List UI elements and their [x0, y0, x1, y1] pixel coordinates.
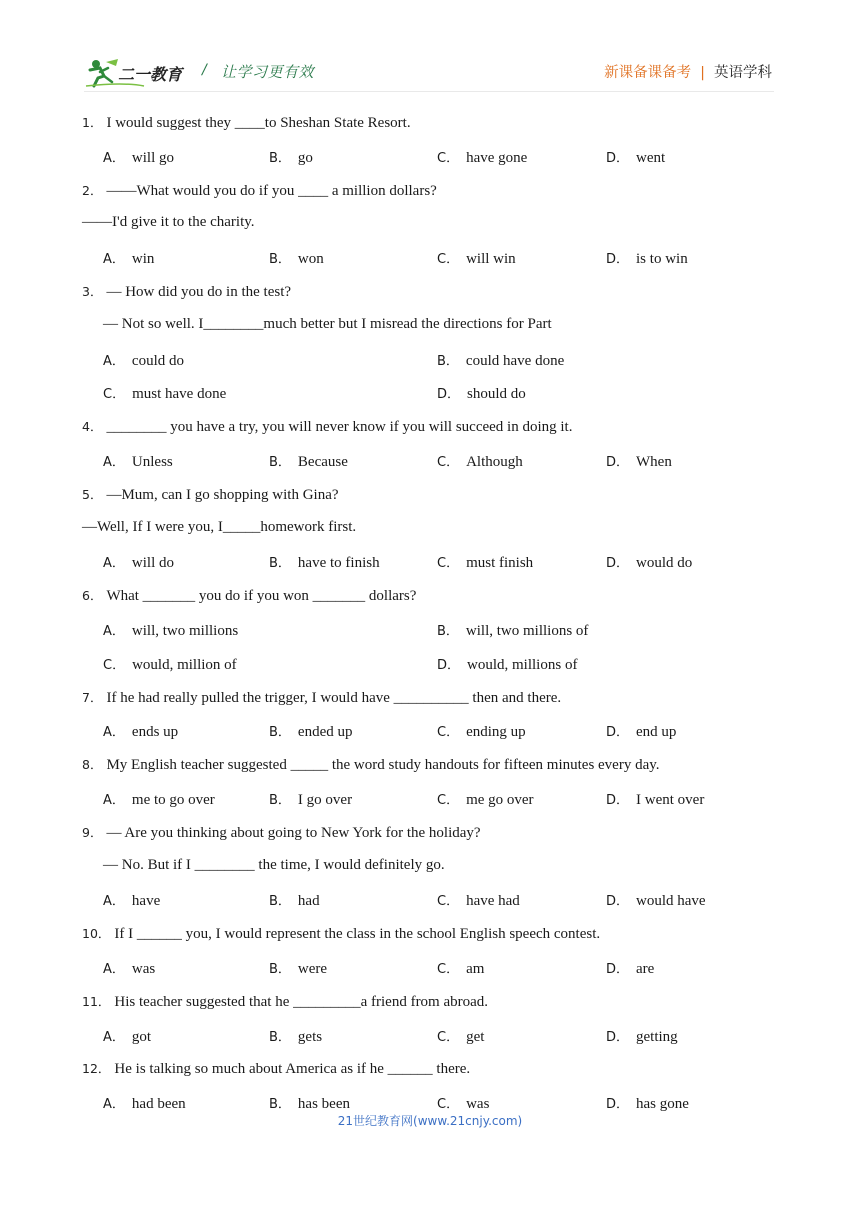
option-d — [606, 1093, 689, 1113]
option-letter: B． — [269, 556, 291, 572]
header-tagline: 新课备课备考 — [604, 65, 692, 81]
option-text: ending up — [466, 724, 526, 741]
slogan-divider: / — [202, 62, 207, 78]
option-b — [269, 890, 320, 910]
option-letter: A． — [103, 962, 125, 977]
question-stem — [82, 181, 437, 200]
option-letter: C． — [437, 793, 460, 808]
question-text: — Not so well. I________much better but I misread the directions for Part — [103, 315, 552, 332]
option-c — [437, 552, 533, 572]
question-text: ——What would you do if you ____ a million dollars? — [106, 182, 437, 199]
option-text: was — [466, 1096, 490, 1113]
option-letter: A． — [103, 624, 125, 639]
question-text: My English teacher suggested _____ the word study handouts for fifteen minutes every day. — [106, 757, 660, 774]
option-text: getting — [636, 1028, 678, 1045]
option-d — [606, 147, 665, 167]
option-d — [437, 383, 526, 403]
option-text: were — [297, 961, 328, 977]
question-text: — How did you do in the test? — [106, 284, 292, 300]
option-text: end up — [636, 724, 677, 741]
question-number: 4． — [82, 419, 103, 435]
option-letter: C． — [437, 1029, 460, 1045]
option-b — [269, 552, 380, 572]
option-text: has gone — [636, 1096, 689, 1113]
question-stem-line — [82, 519, 356, 536]
question-text: —Mum, can I go shopping with Gina? — [106, 486, 339, 503]
option-text: have had — [466, 893, 520, 910]
option-letter: A． — [103, 252, 125, 268]
option-b — [269, 147, 313, 167]
option-letter: C． — [437, 1097, 460, 1113]
option-letter: B． — [269, 962, 291, 977]
option-c — [437, 248, 516, 268]
question-number: 12． — [82, 1061, 111, 1077]
option-letter: B． — [269, 894, 291, 910]
option-b — [269, 721, 353, 741]
question-text: —Well, If I were you, I_____homework first. — [82, 518, 357, 535]
option-text: gets — [297, 1028, 323, 1045]
option-c — [437, 789, 534, 809]
option-text: went — [636, 149, 666, 166]
question-stem — [82, 282, 291, 301]
option-c — [437, 958, 484, 978]
header-separator: | — [700, 65, 705, 81]
option-letter: B． — [437, 353, 459, 369]
option-text: have — [131, 893, 161, 910]
option-letter: B． — [437, 624, 459, 639]
option-text: is to win — [636, 251, 688, 268]
header-subject-label: 英语学科 — [714, 65, 772, 81]
option-letter: C． — [437, 556, 460, 572]
option-a — [103, 721, 178, 741]
option-b — [269, 1026, 322, 1046]
option-text: would, million of — [132, 656, 237, 673]
logo-text: 二一教育 — [118, 65, 183, 84]
option-c — [437, 721, 526, 741]
question-stem-line — [103, 316, 552, 333]
option-text: got — [131, 1028, 152, 1045]
option-letter: D． — [606, 150, 630, 166]
option-d — [606, 552, 692, 572]
option-letter: D． — [606, 252, 630, 268]
question-stem — [82, 113, 411, 132]
option-d — [606, 451, 672, 471]
option-text: will, two millions — [131, 623, 239, 639]
option-a — [103, 350, 184, 370]
option-d — [606, 958, 654, 978]
option-text: must have done — [132, 386, 227, 403]
option-letter: D． — [606, 455, 630, 470]
option-text: am — [466, 961, 485, 977]
question-stem — [82, 688, 561, 707]
question-stem — [82, 823, 481, 842]
option-a — [103, 1093, 186, 1113]
option-letter: B． — [269, 252, 291, 268]
option-text: ended up — [297, 724, 353, 741]
option-c — [437, 451, 523, 471]
option-b — [269, 1093, 350, 1113]
option-b — [269, 451, 348, 471]
option-text: have to finish — [297, 555, 380, 572]
option-a — [103, 958, 155, 978]
question-number: 6． — [82, 588, 103, 604]
option-text: should do — [467, 386, 526, 403]
question-text: ——I'd give it to the charity. — [82, 214, 255, 231]
question-stem — [82, 992, 488, 1011]
option-d — [606, 721, 676, 741]
option-letter: D． — [437, 387, 461, 403]
option-text: could have done — [465, 352, 565, 369]
option-letter: C． — [437, 252, 460, 268]
option-letter: B． — [269, 725, 291, 741]
option-letter: B． — [269, 1097, 291, 1113]
option-a — [103, 552, 174, 572]
question-stem — [82, 417, 572, 436]
option-letter: B． — [269, 455, 291, 470]
option-text: ends up — [131, 724, 179, 741]
question-stem — [82, 485, 339, 504]
page-header — [0, 0, 860, 100]
question-number: 5． — [82, 486, 103, 502]
option-b — [437, 350, 564, 370]
question-number: 2． — [82, 182, 103, 198]
option-d — [606, 248, 688, 268]
question-text: If I ______ you, I would represent the class in the school English speech contest. — [114, 926, 601, 943]
question-number: 9． — [82, 824, 103, 840]
page-footer: 21世纪教育网(www.21cnjy.com) — [337, 1114, 523, 1128]
option-text: had been — [131, 1096, 186, 1113]
slogan: 让学习更有效 — [221, 63, 315, 81]
option-a — [103, 620, 238, 640]
option-letter: A． — [103, 725, 125, 741]
option-a — [103, 789, 215, 809]
option-text: will win — [466, 251, 516, 268]
question-number: 8． — [82, 757, 103, 773]
option-letter: A． — [103, 150, 125, 166]
option-c — [437, 890, 520, 910]
option-text: get — [466, 1028, 485, 1045]
option-d — [606, 789, 704, 809]
header-subject — [604, 61, 772, 82]
option-letter: C． — [437, 150, 460, 166]
question-text: — Are you thinking about going to New York for the holiday? — [106, 824, 481, 841]
option-text: will go — [131, 149, 174, 166]
option-text: I go over — [297, 792, 353, 808]
question-number: 1． — [82, 115, 103, 130]
option-a — [103, 451, 173, 471]
option-text: could do — [131, 352, 184, 369]
option-text: me go over — [466, 792, 534, 808]
option-text: Although — [466, 454, 523, 470]
option-c — [103, 383, 226, 403]
question-stem — [82, 1059, 470, 1078]
option-text: are — [636, 961, 655, 977]
option-text: I went over — [636, 792, 705, 808]
option-d — [437, 654, 577, 674]
option-text: would do — [636, 555, 693, 572]
option-b — [269, 958, 327, 978]
question-number: 10． — [82, 926, 111, 942]
option-text: will, two millions of — [465, 623, 589, 639]
header-divider — [84, 91, 774, 92]
option-text: will do — [131, 555, 174, 572]
option-text: won — [297, 251, 324, 268]
option-letter: A． — [103, 1029, 125, 1045]
question-text: — No. But if I ________ the time, I would definitely go. — [103, 856, 445, 873]
question-text: He is talking so much about America as if he ______ there. — [114, 1061, 471, 1078]
option-letter: D． — [606, 1097, 630, 1113]
question-number: 7． — [82, 689, 103, 705]
option-letter: B． — [269, 150, 291, 166]
question-text: ________ you have a try, you will never know if you will succeed in doing it. — [106, 419, 573, 436]
option-letter: C． — [103, 387, 126, 403]
question-number: 3． — [82, 284, 103, 299]
question-stem-line — [82, 214, 255, 231]
option-letter: D． — [606, 894, 630, 910]
option-letter: B． — [269, 1029, 291, 1045]
option-letter: D． — [606, 556, 630, 572]
question-text: His teacher suggested that he _________a friend from abroad. — [114, 993, 489, 1010]
question-text: What _______ you do if you won _______ dollars? — [106, 588, 417, 605]
option-text: must finish — [466, 555, 534, 572]
option-a — [103, 890, 160, 910]
option-text: would, millions of — [467, 656, 578, 673]
option-letter: C． — [437, 455, 460, 470]
option-c — [437, 1093, 489, 1113]
option-text: Unless — [131, 454, 173, 470]
question-text: I would suggest they ____to Sheshan State Resort. — [106, 115, 411, 131]
option-text: When — [636, 454, 672, 470]
option-c — [437, 1026, 484, 1046]
option-letter: D． — [606, 793, 630, 808]
option-text: has been — [297, 1096, 350, 1113]
option-text: would have — [636, 893, 706, 910]
option-letter: A． — [103, 556, 125, 572]
option-text: win — [131, 251, 155, 268]
option-letter: C． — [437, 725, 460, 741]
option-text: was — [131, 961, 156, 977]
option-b — [437, 620, 588, 640]
option-b — [269, 789, 352, 809]
option-b — [269, 248, 324, 268]
question-stem — [82, 924, 600, 943]
question-stem-line — [103, 857, 445, 874]
option-text: me to go over — [131, 792, 215, 808]
option-d — [606, 890, 706, 910]
option-letter: C． — [437, 894, 460, 910]
option-a — [103, 248, 154, 268]
option-a — [103, 147, 174, 167]
question-stem — [82, 586, 416, 605]
option-d — [606, 1026, 678, 1046]
option-letter: D． — [437, 657, 461, 673]
option-letter: A． — [103, 455, 125, 470]
question-number: 11． — [82, 993, 111, 1009]
option-c — [437, 147, 527, 167]
option-letter: A． — [103, 353, 125, 369]
option-letter: D． — [606, 1029, 630, 1045]
option-letter: D． — [606, 962, 630, 977]
option-letter: A． — [103, 894, 125, 910]
option-letter: D． — [606, 725, 630, 741]
option-letter: C． — [437, 962, 460, 977]
option-text: have gone — [466, 149, 528, 166]
option-c — [103, 654, 237, 674]
option-text: go — [297, 149, 313, 166]
option-text: had — [297, 893, 320, 910]
option-letter: A． — [103, 1097, 125, 1113]
option-letter: B． — [269, 793, 291, 808]
option-text: Because — [297, 454, 348, 470]
option-a — [103, 1026, 151, 1046]
option-letter: A． — [103, 793, 125, 808]
question-text: If he had really pulled the trigger, I would have __________ then and there. — [106, 689, 562, 706]
option-letter: C． — [103, 657, 126, 673]
question-stem — [82, 755, 660, 774]
